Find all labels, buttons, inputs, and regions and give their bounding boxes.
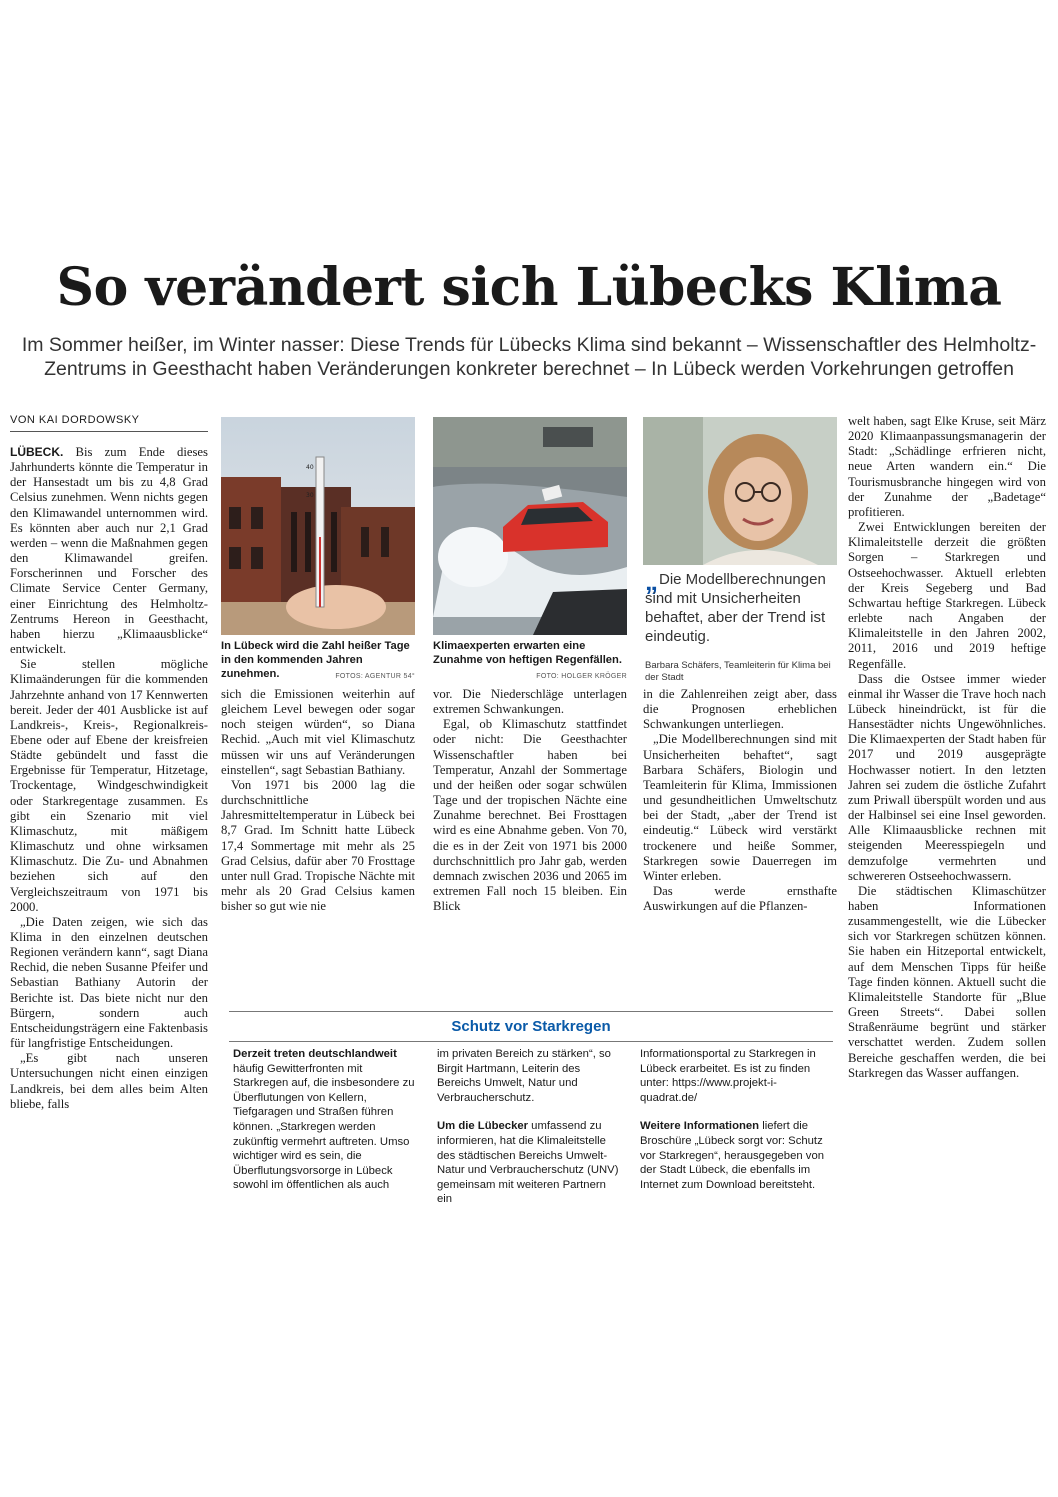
infobox-text: häufig Gewitterfronten mit Starkregen auf, die insbesondere zu Überflutungen von Kellern, Tiefgaragen und Straßen führen können. „Starkregen werden zukünftig vermehrt auftreten. Umso wichtiger wird es sein, die Überflutungsvorsorge in Lübeck sowohl im öffentlichen als auch	[233, 1062, 415, 1192]
photo-townhall-thermometer	[221, 417, 415, 635]
infobox-text: Informationsportal zu Starkregen in Lübeck erarbeitet. Es ist zu finden unter: https://www.projekt-i-quadrat.de/	[640, 1048, 816, 1104]
paragraph: Das werde ernsthafte Auswirkungen auf die Pflanzen-	[643, 884, 837, 914]
caption-text: Klimaexperten erwarten eine Zunahme von heftigen Regenfällen.	[433, 640, 622, 666]
caption-text: In Lübeck wird die Zahl heißer Tage in den kommenden Jahren zunehmen.	[221, 640, 410, 680]
paragraph: vor. Die Niederschläge unterlagen extremen Schwankungen.	[433, 687, 627, 717]
paragraph: welt haben, sagt Elke Kruse, seit März 2020 Klimaanpassungsmanagerin der Stadt: „Schädlinge erfrieren nicht, neue Arten wandern ein.“ Die Tourismusbranche hingegen wird von der Zunahme der „Badetage“ profitieren.	[848, 414, 1046, 519]
lead-text: Bis zum Ende dieses Jahrhunderts könnte die Temperatur in der Hansestadt um bis zu 4,8 Grad Celsius zunehmen. Wenn nichts gegen den Klimawandel unternommen wird. Es könnten aber auch nur 2,1 Grad werden – wenn die Maßnahmen gegen den Klimawandel greifen. Forscherinnen und Forscher des Climate Service Center Germany, einer Einrichtung des Helmholtz-Zentrums Hereon in Geesthacht, haben hierzu „Klimaausblicke“ entwickelt.	[10, 445, 208, 657]
photo-caption-1	[221, 639, 415, 684]
quote-text: Die Modellberechnungen sind mit Unsicherheiten behaftet, aber der Trend ist eindeutig.	[645, 571, 826, 645]
infobox-top-rule	[229, 1011, 833, 1012]
infobox-column-3	[640, 1047, 830, 1192]
infobox-title: Schutz vor Starkregen	[451, 1018, 611, 1035]
svg-text:40: 40	[306, 464, 314, 471]
infobox-title-rule	[229, 1041, 833, 1042]
paragraph: Zwei Entwicklungen bereiten der Klimaleitstelle derzeit die größten Sorgen – Starkregen und Ostseehochwasser. Aktuell erlebten der Kreis Segeberg und Bad Schwartau heftige Starkregen. Lübeck erlebte nach Angaben der Klimaleitstelle in den Jahren 2002, 2011, 2016 und 2019 heftige Regenfälle.	[848, 520, 1046, 671]
photo-credit: FOTOS: AGENTUR 54°	[335, 673, 415, 680]
photo-caption-2	[433, 639, 627, 684]
article-column-1	[10, 445, 208, 1112]
article-column-3	[433, 687, 627, 914]
byline-rule	[10, 431, 208, 432]
quote-mark-icon: „	[645, 566, 655, 596]
dateline: LÜBECK.	[10, 445, 64, 459]
infobox-column-2	[437, 1047, 623, 1207]
portrait-photo	[643, 417, 837, 565]
paragraph: Dass die Ostsee immer wieder einmal ihr Wasser die Trave hoch nach Lübeck hineindrückt, ist für die Hansestädter nichts Ungewöhnliches. Die Klimaexperten der Stadt haben für 2017 und 2019 ausgeprägte Hochwasser notiert. In den letzten Jahren sei zudem die östliche Zufahrt zum Priwall überspült worden und aus der Halbinsel sei eine Insel geworden. Alle Klimaausblicke rechnen mit steigenden Meeresspiegeln und demzufolge vermehrten und schwereren Ostseehochwassern.	[848, 671, 1046, 883]
paragraph: Egal, ob Klimaschutz stattfindet oder nicht: Die Geesthachter Wissenschaftler haben bei Temperatur, Anzahl der Sommertage und der heißen oder sogar schwülen Tage und der tropischen Nächte eine Zunahme berechnet. Bei Frosttagen wird es eine Abnahme geben. Von 70, die es in der Zeit von 1971 bis 2000 durchschnittlich pro Jahr gab, werden demnach zwischen 2036 und 2065 im extremen Fall noch 15 bleiben. Ein Blick	[433, 717, 627, 914]
svg-text:30: 30	[306, 492, 314, 499]
infobox-lead-bold: Derzeit treten deutschlandweit	[233, 1048, 397, 1060]
byline: VON KAI DORDOWSKY	[10, 414, 140, 426]
headline: So verändert sich Lübecks Klima	[56, 257, 1002, 318]
infobox-paragraph	[437, 1119, 623, 1207]
article-column-4	[643, 687, 837, 914]
paragraph: „Die Daten zeigen, wie sich das Klima in den einzelnen deutschen Regionen verändern kann“, sagt Diana Rechid, die neben Susanne Pfeifer und Sebastian Bathiany Autorin der Berichte ist. Das biete nicht nur den Bürgern, sondern auch Entscheidungsträgern eine Faktenbasis für langfristige Entscheidungen.	[10, 914, 208, 1051]
paragraph: Von 1971 bis 2000 lag die durchschnittliche Jahresmitteltemperatur in Lübeck bei 8,7 Grad. Im Schnitt hatte Lübeck 17,4 Sommertage mit mehr als 25 Grad Celsius, dafür aber 70 Frosttage unter null Grad. Tropische Nächte mit mehr als 20 Grad Celsius kamen bisher so gut wie nie	[221, 777, 415, 914]
paragraph: „Es gibt nach unseren Untersuchungen nicht einen einzigen Landkreis, bei dem alles beim Alten bliebe, falls	[10, 1051, 208, 1111]
paragraph: in die Zahlenreihen zeigt aber, dass die Prognosen erheblichen Schwankungen unterliegen.	[643, 687, 837, 732]
infobox-text: umfassend zu informieren, hat die Klimaleitstelle des städtischen Bereichs Umwelt- Natur und Verbraucherschutz (UNV) gemeinsam mit weiteren Partnern ein	[437, 1120, 619, 1206]
article-column-5	[848, 414, 1046, 1081]
infobox-column-1	[233, 1047, 419, 1193]
infobox-paragraph	[640, 1119, 830, 1192]
paragraph: Die städtischen Klimaschützer haben Informationen zusammengestellt, wie die Lübecker sich vor Starkregen schützen können. Sie haben ein Hitzeportal entwickelt, auf dem Menschen Tipps für heiße Tage finden können. Aktuell sucht die Klimaleitstelle Standorte für „Blue Green Streets“. Dabei sollen Straßenräume begrünt und stärker verschattet werden. Zudem sollen Bereiche geschaffen werden, die bei Starkregen das Wasser auffangen.	[848, 883, 1046, 1080]
subline: Im Sommer heißer, im Winter nasser: Diese Trends für Lübecks Klima sind bekannt – Wissenschaftler des Helmholtz-Zentrums in Geesthacht haben Veränderungen konkreter berechnet – In Lübeck werden Vorkehrungen getroffen	[21, 334, 1037, 380]
photo-credit: FOTO: HOLGER KRÖGER	[536, 673, 627, 680]
infobox-lead-bold: Weitere Informationen	[640, 1120, 760, 1133]
pull-quote	[645, 566, 837, 646]
infobox-text: im privaten Bereich zu stärken“, so Birgit Hartmann, Leiterin des Bereichs Umwelt, Natur und Verbraucherschutz.	[437, 1048, 611, 1104]
infobox-text: liefert die Broschüre „Lübeck sorgt vor: Schutz vor Starkregen“, herausgegeben von der Stadt Lübeck, die ebenfalls im Internet zum Download bereitsteht.	[640, 1120, 825, 1191]
paragraph: Sie stellen mögliche Klimaänderungen für die kommenden Jahrzehnte anhand von 17 Kennwerten bereit. Jeder der 401 Ausblicke ist auf Landkreis-, Kreis-, Regionalkreis-Ebene oder auf Ebene der kreisfreien Städte gebündelt und fasst die Ergebnisse für Temperatur, Hitzetage, Trockentage, Windgeschwindigkeit oder Starkregentage zusammen. Es gibt ein Szenario mit viel Klimaschutz, mit mäßigem Klimaschutz und ohne wirksamen Klimaschutz. Die Zu- und Abnahmen beziehen sich auf den Vergleichszeitraum von 1971 bis 2000.	[10, 657, 208, 914]
paragraph: „Die Modellberechnungen sind mit Unsicherheiten behaftet“, sagt Barbara Schäfers, Biologin und Teamleiterin für Klima, Immissionen und gesundheitlichen Umweltschutz bei der Stadt, „aber der Trend ist eindeutig.“ Lübeck wird verstärkt trockenere und heiße Sommer, Starkregen sowie Dauerregen im Winter erleben.	[643, 732, 837, 883]
lead-paragraph	[10, 445, 208, 657]
infobox-lead-bold: Um die Lübecker	[437, 1120, 529, 1133]
quote-source: Barbara Schäfers, Teamleiterin für Klima bei der Stadt	[645, 660, 831, 683]
photo-flooded-street	[433, 417, 627, 635]
article-column-2	[221, 687, 415, 914]
paragraph: sich die Emissionen weiterhin auf gleichem Level bewegen oder sogar noch steigen würden“, so Diana Rechid. „Auch mit viel Klimaschutz müssen wir uns auf Veränderungen einstellen“, sagt Sebastian Bathiany.	[221, 687, 415, 777]
